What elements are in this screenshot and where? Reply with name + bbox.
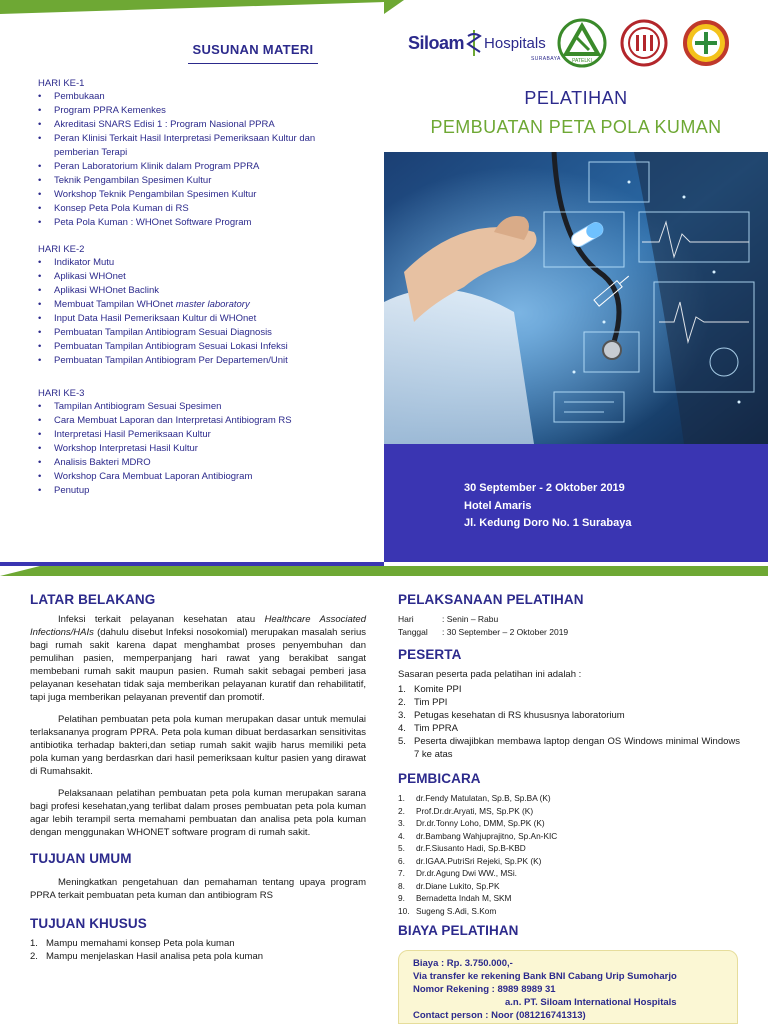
association-logo-icon: [683, 20, 729, 66]
list-item-text: dr.Diane Lukito, Sp.PK: [416, 880, 500, 891]
list-item: • Program PPRA Kemenkes: [38, 104, 354, 118]
list-item: 7. Dr.dr.Agung Dwi WW., MSi.: [398, 868, 517, 878]
list-item: • Analisis Bakteri MDRO: [38, 456, 354, 470]
list-item: • Teknik Pengambilan Spesimen Kultur: [38, 174, 354, 188]
list-item-text: Komite PPI: [414, 684, 462, 695]
siloam-logo-text: Siloam: [408, 32, 465, 53]
list-item-text: dr.IGAA.PutriSri Rejeki, Sp.PK (K): [416, 855, 542, 866]
background-p1-b: (dahulu disebut Infeksi nosokomial) merupakan masalah serius bagi rumah sakit karena dapat menghambat proses penyembuhan dan pemulihan pasien, memperpanjang hari rawat yang berakibat sangat membebani rumah sakit maupun pasien. Rumah sakit sebagai pemberi jasa pelayanan kesehatan tidak saja memberikan pelayanan kuratif dan rehabilitatif, tapi juga memberikan pelayanan preventif dan promotif.: [30, 627, 366, 703]
patelki-logo: [556, 17, 608, 69]
list-item: 3. Dr.dr.Tonny Loho, DMM, Sp.PK (K): [398, 818, 545, 828]
list-item: • Pembuatan Tampilan Antibiogram Per Departemen/Unit: [38, 354, 354, 368]
list-item: • Penutup: [38, 484, 354, 498]
list-item: 4. Tim PPRA: [398, 723, 458, 734]
list-item: 4. dr.Bambang Wahjuprajitno, Sp.An-KIC: [398, 830, 558, 841]
materials-title: SUSUNAN MATERI: [188, 42, 318, 64]
fee-account-name: a.n. PT. Siloam International Hospitals: [505, 997, 677, 1008]
day-3: [38, 388, 354, 498]
day-title: HARI KE-3: [38, 388, 85, 399]
list-item: 5. Peserta diwajibkan membawa laptop dengan OS Windows minimal Windows 7 ke atas: [398, 736, 740, 760]
list-item-text: Dr.dr.Agung Dwi WW., MSi.: [416, 868, 517, 878]
top-left-stripe: [0, 0, 384, 14]
participants-list: [398, 683, 740, 761]
participants-intro: Sasaran peserta pada pelatihan ini adalah :: [398, 669, 582, 680]
day-2: [38, 244, 354, 368]
list-item-text: Dr.dr.Tonny Loho, DMM, Sp.PK (K): [416, 818, 545, 828]
list-item: • Peran Klinisi Terkait Hasil Interpretasi Pemeriksaan Kultur dan pemberian Terapi: [38, 132, 354, 160]
implementation-row: [398, 613, 740, 626]
day-title: HARI KE-1: [38, 78, 85, 89]
general-goal-title: TUJUAN UMUM: [30, 851, 132, 866]
day-title: HARI KE-2: [38, 244, 85, 255]
list-item: 9. Bernadetta Indah M, SKM: [398, 893, 512, 903]
list-item: 2. Mampu menjelaskan Hasil analisa peta pola kuman: [30, 951, 264, 962]
hero-image: [384, 152, 768, 444]
event-venue: Hotel Amaris: [464, 499, 532, 512]
list-item-text: Tim PPRA: [414, 723, 458, 734]
list-item: 1. Komite PPI: [398, 684, 462, 695]
implementation-row: [398, 626, 740, 639]
list-item: • Tampilan Antibiogram Sesuai Spesimen: [38, 400, 354, 414]
list-item: • Indikator Mutu: [38, 256, 354, 270]
title-line-1: PELATIHAN: [524, 88, 628, 108]
list-item-text: Prof.Dr.dr.Aryati, MS, Sp.PK (K): [416, 805, 534, 816]
row-key: Tanggal: [398, 626, 428, 637]
background-paragraph-3: Pelaksanaan pelatihan pembuatan peta pola kuman merupakan sarana bagi profesi kesehatan,yang terlibat dalam proses pembuatan peta pola kuman agar lebih terampil serta memahami pembuatan dan analisa peta pola kuman dengan menggunakan WHONET software program di rumah sakit.: [30, 788, 366, 838]
list-item: • Interpretasi Hasil Pemeriksaan Kultur: [38, 428, 354, 442]
list-item: • Workshop Teknik Pengambilan Spesimen Kultur: [38, 188, 354, 202]
list-item: • Konsep Peta Pola Kuman di RS: [38, 202, 354, 216]
list-item-text: dr.F.Siusanto Hadi, Sp.B-KBD: [416, 843, 526, 853]
list-item-text: Bernadetta Indah M, SKM: [416, 893, 512, 903]
list-item: • Input Data Hasil Pemeriksaan Kultur di WHOnet: [38, 312, 354, 326]
list-item: 8. dr.Diane Lukito, Sp.PK: [398, 880, 500, 891]
list-item-text: Membuat Tampilan WHOnet: [54, 299, 176, 310]
list-item: • Peta Pola Kuman : WHOnet Software Program: [38, 216, 354, 230]
list-item: 2. Prof.Dr.dr.Aryati, MS, Sp.PK (K): [398, 805, 534, 816]
list-item: 10. Sugeng S.Adi, S.Kom: [398, 905, 497, 916]
patelki-logo-label: PATELKI: [571, 58, 592, 64]
siloam-logo-text-2: Hospitals: [484, 34, 546, 52]
top-right-stripe: [384, 0, 768, 14]
list-item: • Workshop Interpretasi Hasil Kultur: [38, 442, 354, 456]
fee-title: BIAYA PELATIHAN: [398, 923, 519, 938]
list-item: 3. Petugas kesehatan di RS khususnya laboratorium: [398, 710, 625, 721]
implementation-title: PELAKSANAAN PELATIHAN: [398, 592, 584, 607]
list-item: • Workshop Cara Membuat Laporan Antibiogram: [38, 470, 354, 484]
speakers-title: PEMBICARA: [398, 771, 481, 786]
event-info-box: [384, 444, 768, 562]
participants-title: PESERTA: [398, 647, 462, 662]
list-item-text: Mampu memahami konsep Peta pola kuman: [46, 938, 235, 949]
ibi-logo-icon: [620, 19, 668, 67]
list-item-text: Mampu menjelaskan Hasil analisa peta pola kuman: [46, 951, 264, 962]
caduceus-icon: [466, 28, 482, 58]
list-item: 1. dr.Fendy Matulatan, Sp.B, Sp.BA (K): [398, 793, 551, 803]
background-p1-em: Healthcare Associated Infections/HAIs: [30, 614, 366, 638]
specific-goal-title: TUJUAN KHUSUS: [30, 916, 147, 931]
medical-touchscreen-illustration: [384, 152, 768, 444]
fee-amount: Biaya : Rp. 3.750.000,-: [413, 958, 513, 969]
fee-transfer: Via transfer ke rekening Bank BNI Cabang Urip Sumoharjo: [413, 971, 677, 982]
fee-box: [398, 950, 738, 1024]
background-p1-a: Infeksi terkait pelayanan kesehatan atau: [58, 614, 265, 625]
list-item-text: Petugas kesehatan di RS khususnya laboratorium: [414, 710, 625, 721]
row-key: Hari: [398, 614, 414, 624]
bottom-left-column: [30, 592, 366, 963]
materials-section: [0, 14, 384, 574]
list-item: • Peran Laboratorium Klinik dalam Program PPRA: [38, 160, 354, 174]
background-paragraph-1: [30, 613, 366, 704]
row-value: : Senin – Rabu: [442, 614, 499, 624]
fee-contact: Contact person : Noor (081216741313): [413, 1010, 586, 1021]
list-item: 2. Tim PPI: [398, 697, 448, 708]
siloam-logo: [408, 28, 546, 58]
general-goal-text: Meningkatkan pengetahuan dan pemahaman tentang upaya program PPRA terkait pembuatan peta kuman dan antibiogram RS: [30, 877, 366, 901]
event-date: 30 September - 2 Oktober 2019: [464, 482, 625, 494]
list-item: • Pembuatan Tampilan Antibiogram Sesuai Lokasi Infeksi: [38, 340, 354, 354]
list-item: 6. dr.IGAA.PutriSri Rejeki, Sp.PK (K): [398, 855, 542, 866]
background-paragraph-2: Pelatihan pembuatan peta pola kuman merupakan dasar untuk memulai terlaksananya program PPRA. Peta pola kuman dibuat berdasarkan sensitivitas antibiotika terhadap bakteri,dan setiap rumah sakit wajib harus memiliki peta pola kuman yang berdasrkan dari hasil pemeriksaan kultur pasien yang dirawat di Rumahsakit.: [30, 714, 366, 777]
ibi-logo: [618, 17, 670, 69]
middle-divider-stripe: [0, 562, 768, 576]
list-item: • Cara Membuat Laporan dan Interpretasi Antibiogram RS: [38, 414, 354, 428]
list-item-italic: master laboratory: [175, 299, 250, 310]
day-1: [38, 78, 354, 230]
list-item-text: dr.Fendy Matulatan, Sp.B, Sp.BA (K): [416, 793, 551, 803]
list-item: • Akreditasi SNARS Edisi 1 : Program Nasional PPRA: [38, 118, 354, 132]
list-item: [38, 298, 354, 312]
list-item: • Aplikasi WHOnet Baclink: [38, 284, 354, 298]
list-item: • Pembukaan: [38, 90, 354, 104]
fee-account-number: Nomor Rekening : 8989 8989 31: [413, 984, 556, 995]
speakers-list: [398, 792, 740, 917]
row-value: : 30 September – 2 Oktober 2019: [442, 626, 569, 637]
list-item: 1. Mampu memahami konsep Peta pola kuman: [30, 938, 235, 949]
patelki-logo-icon: [557, 18, 607, 68]
list-item: 5. dr.F.Siusanto Hadi, Sp.B-KBD: [398, 843, 526, 853]
title-line-2: PEMBUATAN PETA POLA KUMAN: [430, 117, 722, 137]
siloam-logo-sub: SURABAYA: [531, 56, 561, 62]
list-item: • Pembuatan Tampilan Antibiogram Sesuai Diagnosis: [38, 326, 354, 340]
list-item-text: Tim PPI: [414, 697, 448, 708]
training-title: [384, 88, 768, 138]
list-item: • Aplikasi WHOnet: [38, 270, 354, 284]
background-title: LATAR BELAKANG: [30, 592, 156, 607]
association-logo: [680, 17, 732, 69]
list-item-text: Sugeng S.Adi, S.Kom: [416, 905, 497, 916]
event-address: Jl. Kedung Doro No. 1 Surabaya: [464, 517, 632, 529]
list-item-text: dr.Bambang Wahjuprajitno, Sp.An-KIC: [416, 830, 558, 841]
list-item-text: Peserta diwajibkan membawa laptop dengan OS Windows minimal Windows 7 ke atas: [414, 736, 740, 760]
bottom-right-column: [398, 592, 740, 944]
specific-goal-list: [30, 937, 366, 963]
logo-bar: [408, 14, 768, 72]
